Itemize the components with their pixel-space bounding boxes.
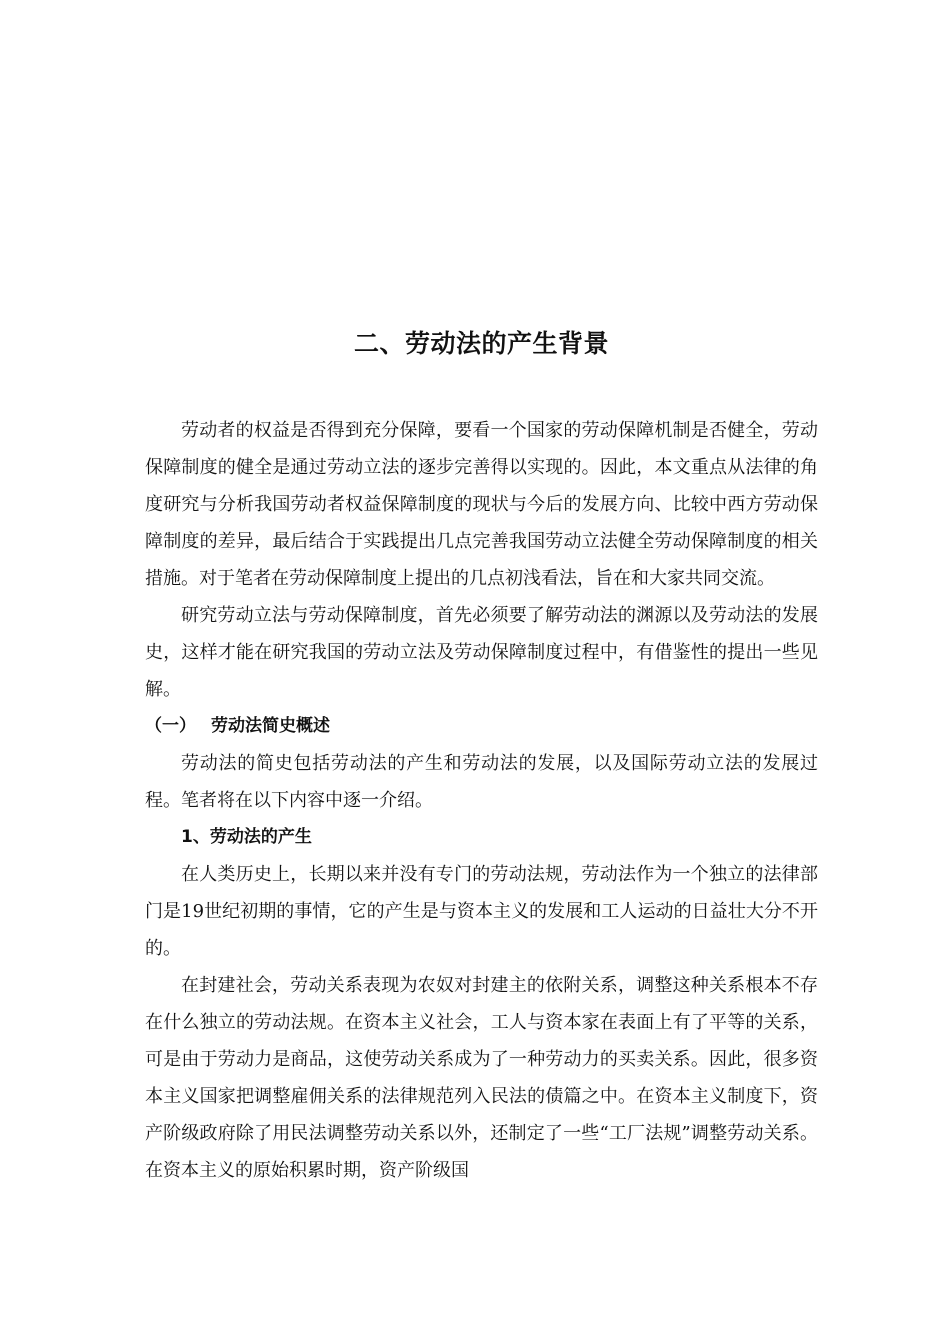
paragraph: 在人类历史上，长期以来并没有专门的劳动法规，劳动法作为一个独立的法律部门是19世纪初期的事情，它的产生是与资本主义的发展和工人运动的日益壮大分不开的。	[145, 864, 818, 959]
paragraph: 劳动法的简史包括劳动法的产生和劳动法的发展，以及国际劳动立法的发展过程。笔者将在以下内容中逐一介绍。	[145, 753, 818, 811]
paragraph: 在封建社会，劳动关系表现为农奴对封建主的依附关系，调整这种关系根本不存在什么独立的劳动法规。在资本主义社会，工人与资本家在表面上有了平等的关系，可是由于劳动力是商品，这使劳动关系成为了一种劳动力的买卖关系。因此，很多资本主义国家把调整雇佣关系的法律规范列入民法的债篇之中。在资本主义制度下，资产阶级政府除了用民法调整劳动关系以外，还制定了一些“工厂法规”调整劳动关系。在资本主义的原始积累时期，资产阶级国	[145, 975, 818, 1181]
subsection-heading: 1、劳动法的产生	[181, 827, 312, 847]
section-number: （一）	[145, 716, 196, 736]
section-heading-text: 劳动法简史概述	[211, 716, 330, 736]
paragraph: 劳动者的权益是否得到充分保障，要看一个国家的劳动保障机制是否健全，劳动保障制度的健全是通过劳动立法的逐步完善得以实现的。因此，本文重点从法律的角度研究与分析我国劳动者权益保障制度的现状与今后的发展方向、比较中西方劳动保障制度的差异，最后结合于实践提出几点完善我国劳动立法健全劳动保障制度的相关措施。对于笔者在劳动保障制度上提出的几点初浅看法，旨在和大家共同交流。	[145, 420, 818, 589]
page-title: 二、劳动法的产生背景	[353, 329, 609, 358]
section-heading	[145, 708, 818, 745]
document-body	[145, 412, 818, 1189]
paragraph: 研究劳动立法与劳动保障制度，首先必须要了解劳动法的渊源以及劳动法的发展史，这样才能在研究我国的劳动立法及劳动保障制度过程中，有借鉴性的提出一些见解。	[145, 605, 818, 700]
document-page	[145, 0, 818, 1344]
